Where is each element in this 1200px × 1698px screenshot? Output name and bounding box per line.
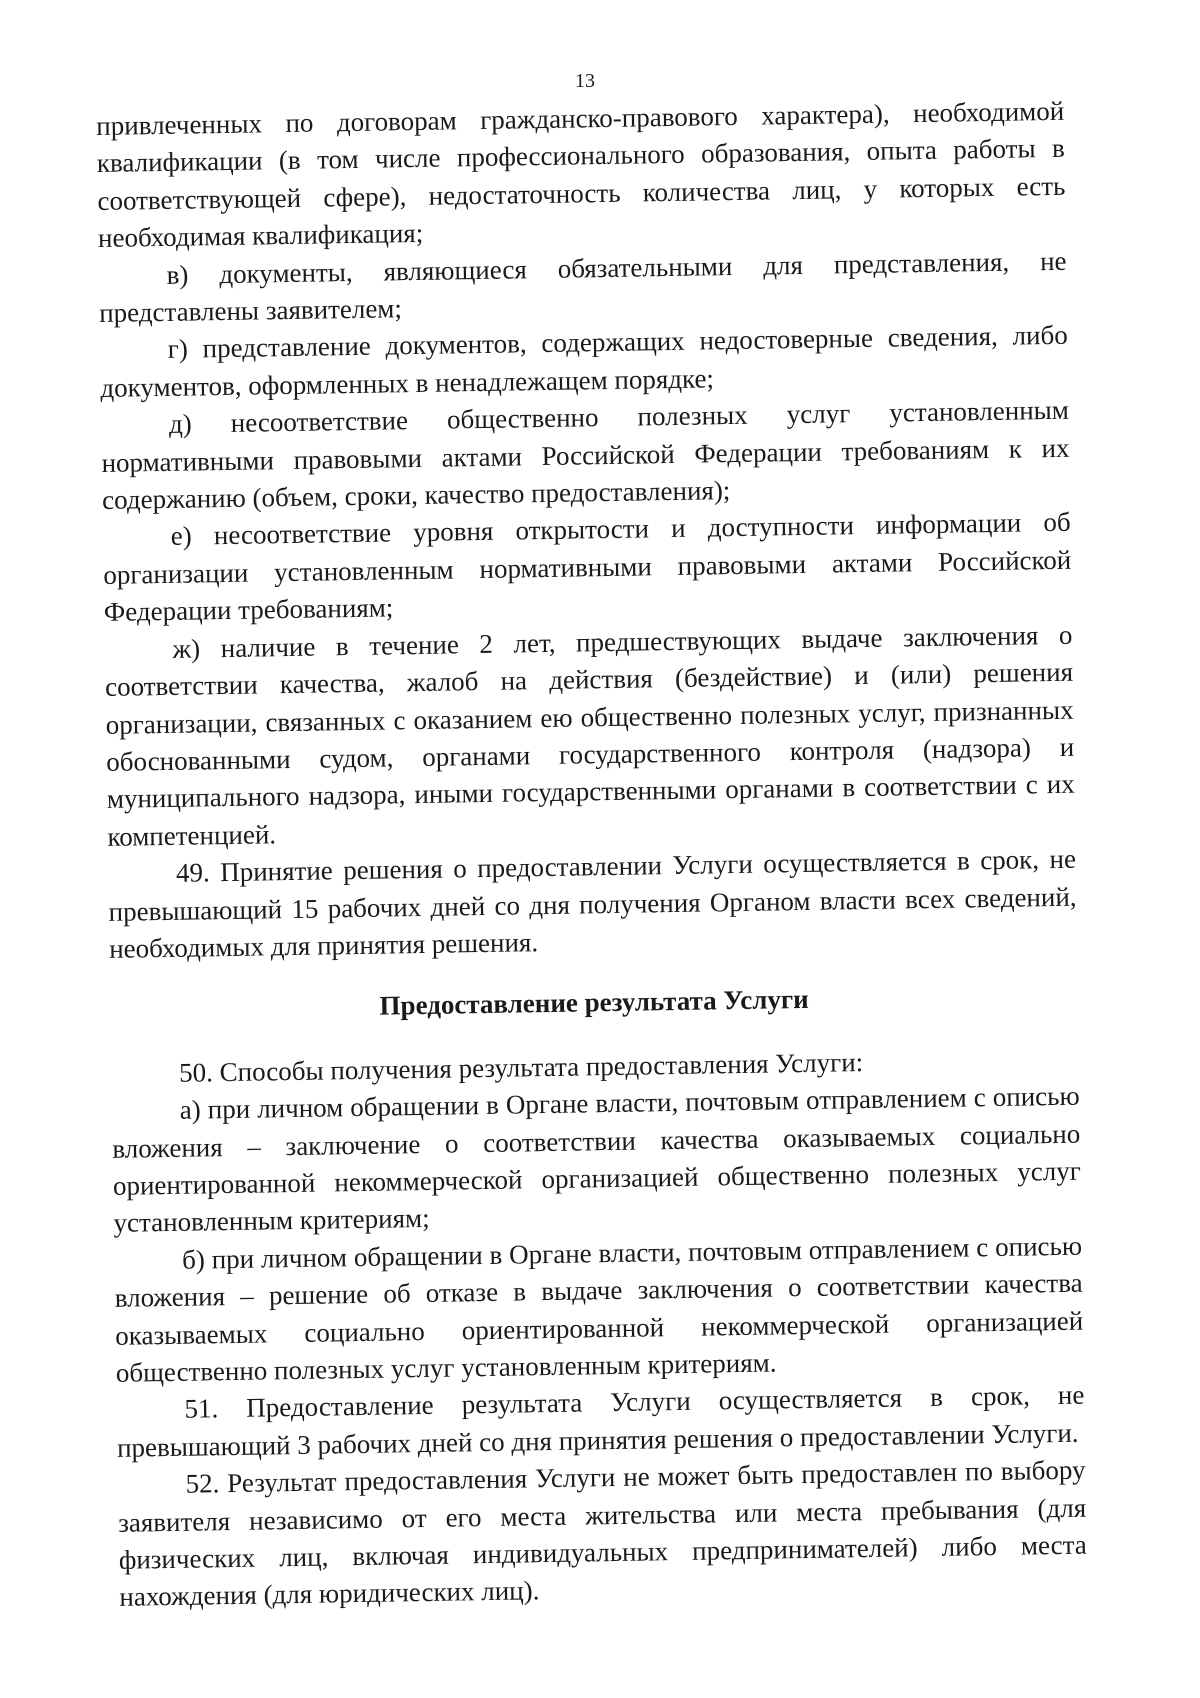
paragraph-item-v: в) документы, являющиеся обязательными для представления, не представлены заявителем;: [98, 245, 1067, 329]
paragraph-52: 52. Результат предоставления Услуги не может быть предоставлен по выбору заявителя независимо от его места жительства или места пребывания (для физических лиц, включая индивидуальных предпринимателей) либо места нахождения (для юридических лиц).: [117, 1454, 1087, 1613]
paragraph-51: 51. Предоставление результата Услуги осуществляется в срок, не превышающий 3 рабочих дней со дня принятия решения о предоставлении Услуги.: [116, 1380, 1085, 1463]
section-heading: Предоставление результата Услуги: [379, 984, 809, 1021]
paragraph-item-g: г) представление документов, содержащих недостоверные сведения, либо документов, оформленных в ненадлежащем порядке;: [100, 320, 1068, 403]
paragraph-item-d: д) несоответствие общественно полезных услуг установленным нормативными правовыми актами Российской Федерации требованиям к их содержанию (объем, сроки, качество предоставления);: [101, 395, 1070, 516]
paragraph-50-b: б) при личном обращении в Органе власти, почтовым отправлением с описью вложения – решение об отказе в выдаче заключения о соответствии качества оказываемых социально ориентированной некоммерческой организацией общественно полезных услуг установленным критериям.: [114, 1230, 1084, 1388]
paragraph-49: 49. Принятие решения о предоставлении Услуги осуществляется в срок, не превышающий 15 рабочих дней со дня получения Органом власти всех сведений, необходимых для принятия решения.: [108, 843, 1077, 964]
page-number: 13: [575, 70, 595, 92]
paragraph-continuation: привлеченных по договорам гражданско-правового характера), необходимой квалификации (в том числе профессионального образования, опыта работы в соответствующей сфере), недостаточность количества лиц, у которых есть необходимая квалификация;: [96, 95, 1066, 254]
paragraph-item-e: е) несоответствие уровня открытости и доступности информации об организации установленным нормативными правовыми актами Российской Федерации требованиям;: [103, 507, 1072, 628]
paragraph-50: 50. Способы получения результата предоставления Услуги:: [178, 1046, 864, 1088]
paragraph-50-a: а) при личном обращении в Органе власти, почтовым отправлением с описью вложения – заключение о соответствии качества оказываемых социально ориентированной некоммерческой организацией общественно полезных услуг установленным критериям;: [112, 1080, 1082, 1239]
document-body: [96, 93, 1088, 1617]
paragraph-item-zh: ж) наличие в течение 2 лет, предшествующих выдаче заключения о соответствии качества, жалоб на действия (бездействие) и (или) решения организации, связанных с оказанием ею общественно полезных услуг, признанных обоснованными судом, органами государственного контроля (надзора) и муниципального надзора, иными государственными органами в соответствии с их компетенцией.: [104, 619, 1075, 852]
